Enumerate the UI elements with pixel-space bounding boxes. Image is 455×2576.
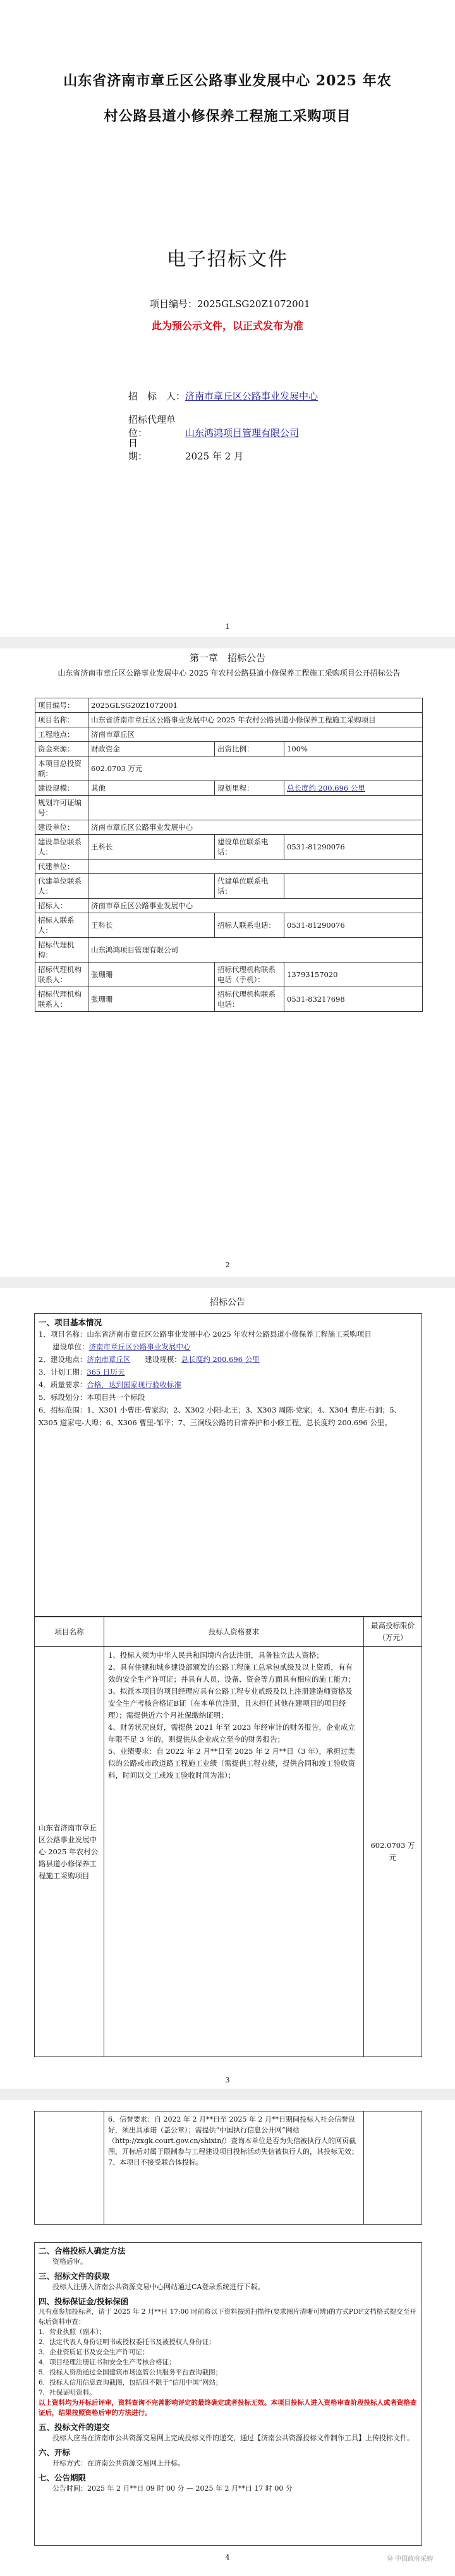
table-row: 工程地点： 济南市章丘区: [35, 727, 423, 742]
page-number: 2: [225, 1261, 230, 1269]
red-notice: 以上资料均为开标后评审，资料查询不完善影响评定的最终确定或者投标无效。本项目投标人进入资格审查阶段投标人或者资格查证后，结果按照资格后审的方法进行。: [39, 2399, 417, 2417]
table-header: 项目名称 投标人资格要求 最高投标限价（万元）: [35, 1617, 422, 1647]
preview-notice: 此为预公示文件，以正式发布为准: [151, 320, 303, 332]
section-heading: 七、公告期限: [39, 2473, 87, 2482]
table-row: 建设单位联系人： 王科长 建设单位联系电话： 0531-81290076: [35, 835, 423, 860]
table-row: 招标代理机构联系人： 张珊珊 招标代理机构联系电话： 0531-83217698: [35, 987, 423, 1012]
table-row: 本项目总投资额： 602.0703 万元: [35, 756, 423, 781]
page-divider: [0, 637, 455, 648]
table-row: 建设规模： 其他 规划里程： 总长度约 200.696 公里: [35, 781, 423, 796]
chapter-intro: 山东省济南市章丘区公路事业发展中心 2025 年农村公路县道小修保养工程施工采购项目公开招标公告: [58, 669, 401, 677]
table-row: 招标代理机构联系人： 张珊珊 招标代理机构联系电话（手机）： 13793157020: [35, 963, 423, 987]
project-number: 项目编号：2025GLSG20Z1072001: [150, 298, 310, 310]
duration-text: 3．计划工期：365 日历天: [39, 1368, 125, 1376]
chapter-title: 第一章 招标公告: [189, 652, 265, 664]
table-row: 招标代理机构： 山东鸿鸿项目管理有限公司: [35, 938, 423, 963]
section-heading: 二、合格投标人确定方法: [39, 2246, 126, 2256]
agent-row: 招标代理单位： 山东鸿鸿项目管理有限公司: [128, 414, 300, 439]
cover-title-line2: 村公路县道小修保养工程施工采购项目: [104, 108, 351, 125]
section-heading: 三、招标文件的获取: [39, 2271, 110, 2281]
quality-text: 4．质量要求：合格，达到国家现行验收标准: [39, 1380, 181, 1389]
cover-title-line1: 山东省济南市章丘区公路事业发展中心 2025 年农: [63, 73, 392, 89]
project-name-text: 1．项目名称：山东省济南市章丘区公路事业发展中心 2025 年农村公路县道小修保养工程施工采购项目: [39, 1330, 372, 1339]
tender-info-table: [35, 698, 423, 1012]
qualification-table-cont: [34, 2111, 422, 2225]
announcement-title: 招标公告: [210, 1297, 245, 1308]
date-row: 日 期： 2025 年 2 月: [128, 437, 244, 462]
cover-page: [0, 0, 455, 637]
table-row: 项目编号： 2025GLSG20Z1072001: [35, 698, 423, 713]
section-heading: 四、投标保证金/投标保函: [39, 2297, 129, 2306]
table-row: 项目名称： 山东省济南市章丘区公路事业发展中心 2025 年农村公路县道小修保养工程施工采购项目: [35, 713, 423, 727]
page-divider: [0, 1277, 455, 1288]
table-row: 招标人联系人： 王科长 招标人联系电话： 0531-81290076: [35, 913, 423, 938]
document-type: 电子招标文件: [167, 248, 288, 270]
section-heading: 五、投标文件的递交: [39, 2422, 110, 2432]
builder-text: 建设单位：济南市章丘区公路事业发展中心: [52, 1342, 191, 1351]
page-divider: [0, 2089, 455, 2100]
scope-text: 6．招标范围：1、X301 小曹庄-曹家沟；2、X302 小阳-北王；3、X303 周陈-党家；4、X304 曹庄-石洞；5、X305 道家屯-大埠；6、X306 曹里-邹平；7、三涧线公路的日常养护和小修工程，总长度约 200.696 公里。: [39, 1406, 402, 1427]
page-number: 1: [225, 623, 230, 631]
project-info-box: [34, 1313, 422, 1617]
section-heading: 六、开标: [39, 2448, 71, 2457]
location-text: 2．建设地点：济南市章丘区 建设规模：总长度约 200.696 公里: [39, 1355, 260, 1364]
table-row: 规划许可证编号：: [35, 796, 423, 820]
page-number: 4: [225, 2553, 230, 2561]
table-row: 代建单位联系人： 代建单位联系电话：: [35, 874, 423, 899]
table-row: 招标人： 济南市章丘区公路事业发展中心: [35, 899, 423, 913]
section-text: 5．标段划分：本项目共一个标段: [39, 1393, 145, 1402]
table-row: 代建单位：: [35, 860, 423, 874]
section-heading: 一、项目基本情况: [39, 1318, 102, 1327]
cover-title: [44, 63, 411, 134]
page-number: 3: [225, 2076, 230, 2084]
table-row: 建设单位： 济南市章丘区公路事业发展中心: [35, 820, 423, 835]
table-row: 6、信誉要求：自 2022 年 2 月**日至 2025 年 2 月**日期间投标人社会信誉良好，须出具承诺（盖公章）；需提供“中国执行信息公开网”网站（http://zxgk.court.gov.cn/shixin/）查询本单位是否为失信被执行人的网页截图，开标后对属于限制参与工程建设项目投标活动失信被执行人的，其投标无效； 7、本项目不接受联合体投标。: [35, 2111, 422, 2225]
announcement-sections: 二、合格投标人确定方法 资格后审。 三、招标文件的获取 投标人注册入济南公共资源交易中心网站通过CA登录系统进行下载。 四、投标保证金/投标保函 凡有意参加投标者，请于 2025 年 2 月**日 17:00 时前将以下资料按照扫描件(要求图片清晰可辨)的方式PDF文档格式提交至开标后资料审查： 1．营业执照（副本）； 2．法定代表人身份证明书或授权委托书及被授权人身份证； 3．企业资质证书及安全生产许可证； 4．项目经理注册证书和安全生产考核合格证； 5．投标人资质通过全国建筑市场监管公共服务平台查询截图； 6．投标人信用信息查询截图，包括但不限于“信用中国”网站； 7．社保证明资料。 以上资料均为开标后评审，资料查询不完善影响评定的最终确定或者投标无效。本项目投标人进入资格审查阶段投标人或者资格查证后，结果按照资格后审的方法进行。 五、投标文件的递交 投标人应当在济南市公共资源交易网上完成投标文件的递交，通过【济南公共资源投标文件制作工具】上传投标文件。 六、开标 开标方式：在济南公共资源交易网上开标。 七、公告期限 公告时间：2025 年 2 月**日 09 时 00 分 — 2025 年 2 月**日 17 时 00 分: [34, 2242, 422, 2546]
table-row: 山东省济南市章丘区公路事业发展中心 2025 年农村公路县道小修保养工程施工采购项目 1、投标人须为中华人民共和国境内合法注册，具备独立法人资格； 2、具有住建和城乡建设部颁发的公路工程施工总承包贰级及以上资质，有有效的安全生产许可证；并具有人员、设备、资金等方面具有相应的施工能力； 3、拟派本项目的项目经理应具有公路工程专业贰级及以上注册建造师资格及安全生产考核合格证B证（在本单位注册，且未担任其他在建项目的项目经理）；需提供近六个月社保缴纳证明； 4、财务状况良好，需提供 2021 年至 2023 年经审计的财务报告，企业成立年限不足 3 年的，则提供从企业成立至今的财务报告； 5、业绩要求：自 2022 年 2 月**日至 2025 年 2 月**日（3 年），承担过类似的公路或市政道路工程施工业绩（需提供工程业绩，提供合同和竣工验收资料，时间以交工或竣工验收时间为准）； 602.0703 万元: [35, 1647, 422, 2057]
table-row: 资金来源： 财政资金 出资比例： 100%: [35, 742, 423, 756]
watermark-logo: Ⓜ 中国政府采购: [387, 2556, 434, 2563]
tenderer-row: 招 标 人：济南市章丘区公路事业发展中心: [128, 391, 318, 402]
qualification-table: [34, 1617, 422, 2057]
